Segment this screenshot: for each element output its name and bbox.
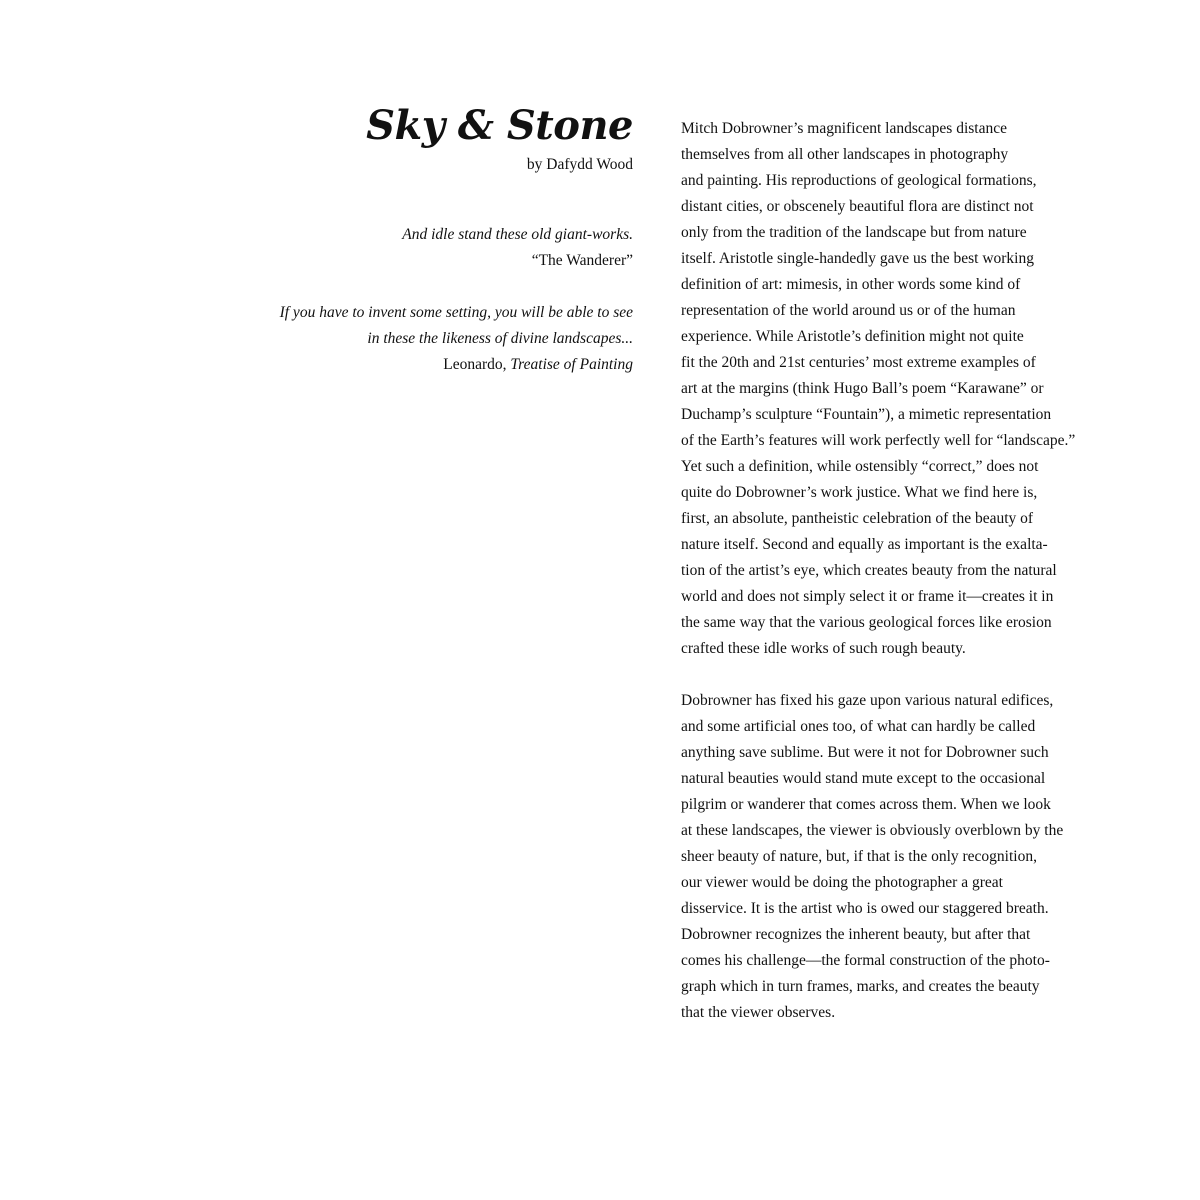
- body-text-line: first, an absolute, pantheistic celebration of the beauty of: [681, 510, 1034, 527]
- body-text-line: experience. While Aristotle’s definition might not quite: [681, 328, 1024, 345]
- epigraph-wanderer: [213, 222, 633, 274]
- epigraph-leonardo: [213, 300, 633, 378]
- body-text-line: themselves from all other landscapes in photography: [681, 146, 1009, 163]
- attribution-author: Leonardo,: [443, 356, 507, 373]
- body-text-line: definition of art: mimesis, in other words some kind of: [681, 276, 1021, 293]
- body-paragraph-2: [681, 688, 1071, 1026]
- body-text-line: of the Earth’s features will work perfectly well for “landscape.”: [681, 432, 1076, 449]
- paragraph-spacer: [681, 662, 1071, 688]
- body-text-line: the same way that the various geological forces like erosion: [681, 614, 1052, 631]
- attribution-work: Treatise of Painting: [510, 356, 633, 373]
- body-text-line: nature itself. Second and equally as important is the exalta-: [681, 536, 1048, 553]
- body-text-line: Dobrowner recognizes the inherent beauty, but after that: [681, 926, 1031, 943]
- article-title: Sky & Stone: [366, 102, 633, 149]
- body-text-line: our viewer would be doing the photographer a great: [681, 874, 1003, 891]
- body-text-line: representation of the world around us or of the human: [681, 302, 1016, 319]
- epigraph-line: in these the likeness of divine landscapes...: [367, 330, 633, 347]
- byline: by Dafydd Wood: [526, 156, 633, 173]
- body-paragraph-1: [681, 116, 1076, 662]
- body-text-line: only from the tradition of the landscape but from nature: [681, 224, 1027, 241]
- body-text-line: natural beauties would stand mute except to the occasional: [681, 770, 1046, 787]
- epigraph-attribution: “The Wanderer”: [531, 252, 633, 269]
- body-text-line: and painting. His reproductions of geological formations,: [681, 172, 1037, 189]
- title-block: [213, 100, 633, 378]
- epigraph-attribution: [213, 352, 633, 378]
- body-text-line: disservice. It is the artist who is owed our staggered breath.: [681, 900, 1049, 917]
- article-body: [681, 116, 1076, 1026]
- body-text-line: distant cities, or obscenely beautiful flora are distinct not: [681, 198, 1034, 215]
- body-text-line: and some artificial ones too, of what can hardly be called: [681, 718, 1036, 735]
- body-text-line: sheer beauty of nature, but, if that is the only recognition,: [681, 848, 1037, 865]
- body-text-line: art at the margins (think Hugo Ball’s poem “Karawane” or: [681, 380, 1044, 397]
- body-text-line: world and does not simply select it or frame it—creates it in: [681, 588, 1054, 605]
- body-text-line: comes his challenge—the formal construction of the photo-: [681, 952, 1050, 969]
- body-text-line: that the viewer observes.: [681, 1004, 836, 1021]
- body-text-line: Duchamp’s sculpture “Fountain”), a mimetic representation: [681, 406, 1052, 423]
- body-text-line: quite do Dobrowner’s work justice. What we find here is,: [681, 484, 1038, 501]
- body-text-line: anything save sublime. But were it not for Dobrowner such: [681, 744, 1049, 761]
- epigraph-line: And idle stand these old giant-works.: [402, 226, 633, 243]
- body-text-line: graph which in turn frames, marks, and creates the beauty: [681, 978, 1040, 995]
- body-text-line: fit the 20th and 21st centuries’ most extreme examples of: [681, 354, 1036, 371]
- body-text-line: pilgrim or wanderer that comes across them. When we look: [681, 796, 1051, 813]
- body-text-line: Mitch Dobrowner’s magnificent landscapes distance: [681, 120, 1007, 137]
- body-text-line: crafted these idle works of such rough beauty.: [681, 640, 966, 657]
- epigraph-line: If you have to invent some setting, you will be able to see: [279, 304, 633, 321]
- body-text-line: Yet such a definition, while ostensibly “correct,” does not: [681, 458, 1039, 475]
- body-text-line: itself. Aristotle single-handedly gave us the best working: [681, 250, 1034, 267]
- body-text-line: Dobrowner has fixed his gaze upon various natural edifices,: [681, 692, 1054, 709]
- body-text-line: at these landscapes, the viewer is obviously overblown by the: [681, 822, 1064, 839]
- body-text-line: tion of the artist’s eye, which creates beauty from the natural: [681, 562, 1057, 579]
